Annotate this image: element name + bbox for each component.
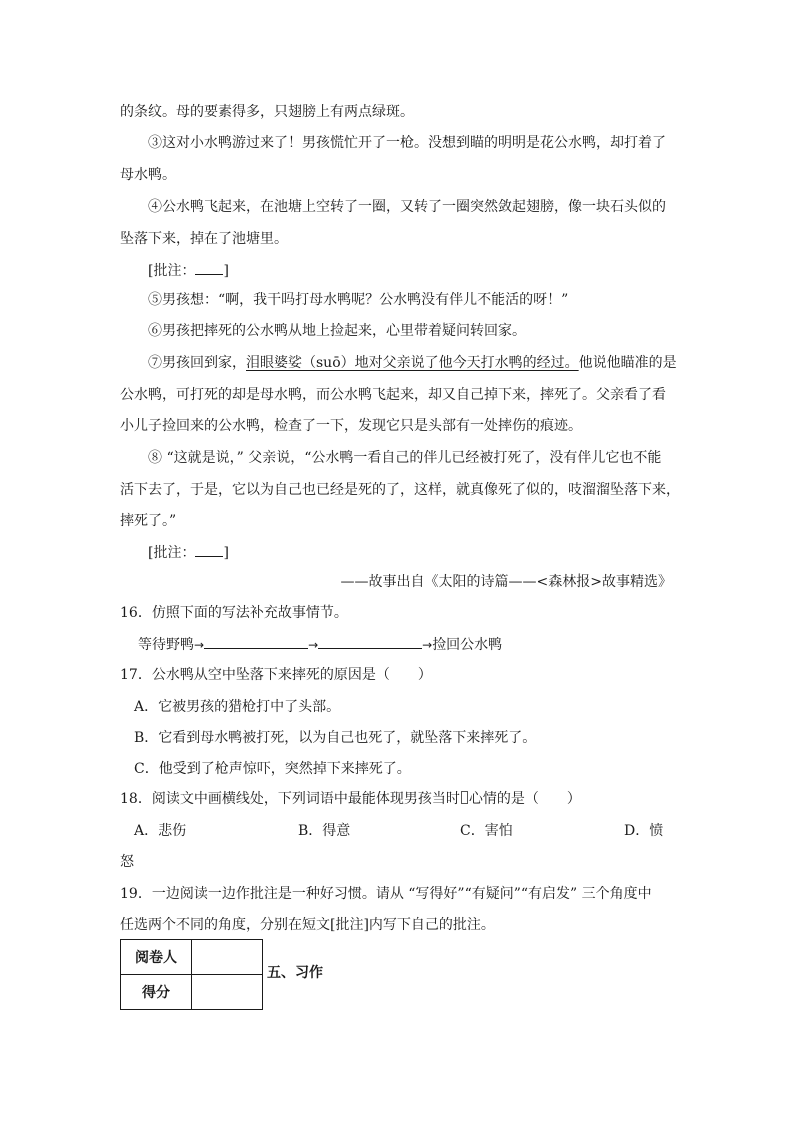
question-17-option-a[interactable]: A．它被男孩的猎枪打中了头部。 [134, 699, 341, 715]
annotation-blank[interactable] [195, 260, 223, 275]
score-label: 得分 [121, 975, 192, 1010]
question-16-stem: 16．仿照下面的写法补充故事情节。 [120, 605, 348, 621]
paragraph-5: ⑤男孩想：“啊，我干吗打母水鸭呢？公水鸭没有伴儿不能活的呀！” [148, 292, 569, 308]
paragraph-8-line-1: ⑧ “这就是说，” 父亲说，“公水鸭一看自己的伴儿已经被打死了，没有伴儿它也不能 [148, 450, 662, 466]
annotation-close: ] [223, 263, 229, 279]
paragraph-7-line-1 [148, 353, 677, 373]
annotation-blank[interactable] [195, 542, 223, 557]
paragraph-4-line-2: 坠落下来，掉在了池塘里。 [120, 231, 288, 247]
question-17-option-b[interactable]: B．它看到母水鸭被打死，以为自己也死了，就坠落下来摔死了。 [134, 730, 537, 746]
paragraph-3-line-1: ③这对小水鸭游过来了！男孩慌忙开了一枪。没想到瞄的明明是花公水鸭，却打着了 [148, 135, 666, 151]
question-18-stem-pre: 18．阅读文中画横线处，下列词语中最能体现男孩当时 [120, 791, 460, 807]
paragraph-6: ⑥男孩把摔死的公水鸭从地上捡起来，心里带着疑问转回家。 [148, 323, 526, 339]
question-18-option-d-wrap: 怒 [120, 854, 134, 870]
paragraph-7-line-2: 公水鸭，可打死的却是母水鸭，而公水鸭飞起来，却又自己掉下来，摔死了。父亲看了看 [120, 387, 666, 403]
question-16-flow [138, 634, 502, 655]
question-18-stem-post: 心情的是（ ） [468, 791, 581, 807]
paragraph-2-tail: 的条纹。母的要素得多，只翅膀上有两点绿斑。 [120, 104, 414, 120]
story-source: ——故事出自《太阳的诗篇——<森林报>故事精选》 [340, 574, 672, 590]
annotation-1 [148, 260, 229, 281]
question-18-option-c[interactable]: C．害怕 [460, 823, 513, 839]
question-17-stem: 17．公水鸭从空中坠落下来摔死的原因是（ ） [120, 667, 432, 683]
annotation-label: [批注： [148, 545, 196, 561]
arrow-right-icon: → [194, 638, 205, 652]
question-19-line-1: 19．一边阅读一边作批注是一种好习惯。请从 “写得好”“有疑问”“有启发” 三个角度中 [120, 886, 652, 902]
question-18-option-d[interactable]: D．愤 [624, 823, 664, 839]
flow-end: 捡回公水鸭 [432, 637, 503, 653]
paragraph-3-line-2: 母水鸭。 [120, 167, 176, 183]
paragraph-7-line-3: 小儿子捡回来的公水鸭，检查了一下，发现它只是头部有一处摔伤的痕迹。 [120, 418, 582, 434]
annotation-close: ] [223, 545, 229, 561]
paragraph-8-line-2: 活下去了，于是，它以为自己也已经是死的了，这样，就真像死了似的，吱溜溜坠落下来， [120, 482, 680, 498]
flow-start: 等待野鸭 [138, 637, 194, 653]
arrow-right-icon: → [422, 638, 433, 652]
flow-blank-2[interactable] [318, 634, 422, 649]
score-cell[interactable] [192, 975, 263, 1010]
score-table [120, 939, 263, 1010]
question-19-line-2: 任选两个不同的角度，分别在短文[批注]内写下自己的批注。 [120, 917, 495, 933]
reviewer-label: 阅卷人 [121, 940, 192, 975]
annotation-2 [148, 542, 229, 563]
paragraph-7-post: 他说他瞄准的是 [578, 355, 677, 371]
question-18-stem [120, 789, 581, 809]
paragraph-4-line-1: ④公水鸭飞起来，在池塘上空转了一圈，又转了一圈突然敛起翅膀，像一块石头似的 [148, 199, 666, 215]
paragraph-8-line-3: 摔死了。” [120, 513, 177, 529]
paragraph-7-pre: ⑦男孩回到家， [148, 355, 246, 371]
flow-blank-1[interactable] [204, 634, 308, 649]
missing-glyph-icon [461, 791, 468, 804]
question-18-option-b[interactable]: B．得意 [298, 823, 351, 839]
annotation-label: [批注： [148, 263, 196, 279]
question-18-option-a[interactable]: A．悲伤 [134, 823, 187, 839]
underlined-sentence: 泪眼婆娑（suō）地对父亲说了他今天打水鸭的经过。 [246, 355, 579, 371]
reviewer-cell[interactable] [192, 940, 263, 975]
arrow-right-icon: → [308, 638, 319, 652]
question-17-option-c[interactable]: C．他受到了枪声惊吓，突然掉下来摔死了。 [134, 761, 411, 777]
section-title: 五、习作 [267, 965, 323, 981]
